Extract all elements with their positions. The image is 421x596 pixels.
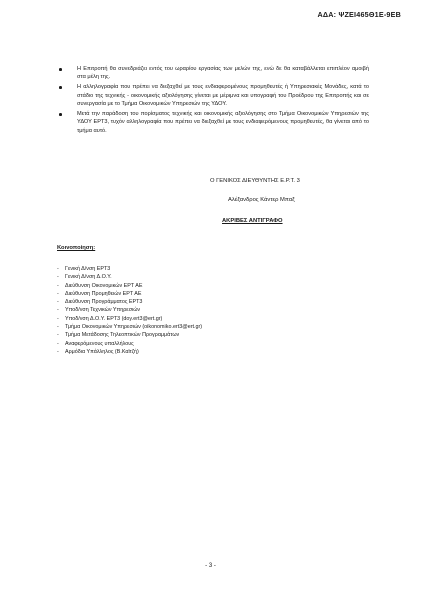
dash-icon: -	[57, 348, 59, 355]
cc-item	[57, 265, 202, 273]
bullet-text: Η αλληλογραφία που πρέπει να διεξαχθεί με τους ενδιαφερομένους προμηθευτές ή Υπηρεσιακές Μονάδες, κατά το στάδιο της τεχνικής - οικονομικής αξιολόγησης γίνεται με μέριμνα και υπογραφή του Προέδρου της Επιτροπής και σε συνεργασία με το Τμήμα Οικονομικών Υπηρεσιών της ΥΔΟΥ.	[77, 84, 369, 108]
dash-icon: -	[57, 315, 59, 322]
cc-item	[57, 315, 202, 323]
dash-icon: -	[57, 299, 59, 306]
dash-icon: -	[57, 274, 59, 281]
cc-item-text: Τμήμα Μετάδοσης Τηλεοπτικών Προγραμμάτων	[65, 332, 180, 339]
cc-item-text: Τμήμα Οικονομικών Υπηρεσιών (oikonomiko.ert3@ert.gr)	[65, 324, 203, 331]
cc-item-text: Διεύθυνση Προμηθειών ΕΡΤ ΑΕ	[65, 290, 142, 297]
bullet-text: Μετά την παράδοση του πορίσματος τεχνικής και οικονομικής αξιολόγησης στο Τμήμα Οικονομικών Υπηρεσιών της ΥΔΟΥ ΕΡΤ3, τυχόν αλληλογραφία που πρέπει να διεξαχθεί με τους ενδιαφερόμενους προμηθευτές, θα γίνεται από το τμήμα αυτό.	[77, 111, 369, 134]
cc-item-text: Διεύθυνση Οικονομικών ΕΡΤ ΑΕ	[65, 282, 143, 289]
dash-icon: -	[57, 282, 59, 289]
ada-code: ΑΔΑ: ΨΖΕΙ465Θ1Ε-9ΕΒ	[317, 10, 401, 19]
cc-item	[57, 290, 202, 298]
cc-item	[57, 298, 202, 306]
dash-icon: -	[57, 324, 59, 331]
cc-item-text: Γενική Δ/νση ΕΡΤ3	[65, 266, 111, 272]
page-number: - 3 -	[205, 563, 216, 569]
cc-list	[57, 265, 202, 356]
dash-icon: -	[57, 332, 59, 339]
decision-bullet-list	[57, 65, 369, 137]
dash-icon: -	[57, 266, 59, 272]
cc-item-text: Αναφερόμενους υπαλλήλους	[65, 340, 134, 347]
bullet-item	[57, 110, 369, 135]
bullet-item	[57, 83, 369, 108]
cc-item	[57, 273, 202, 281]
cc-heading: Κοινοποίηση:	[57, 245, 96, 251]
cc-item-text: Υποδ/νση Δ.Ο.Υ. ΕΡΤ3 (doy.ert3@ert.gr)	[65, 315, 163, 322]
signatory-role: Ο ΓΕΝΙΚΟΣ ΔΙΕΥΘΥΝΤΗΣ Ε.Ρ.Τ. 3	[210, 178, 300, 184]
cc-item-text: Αρμόδια Υπάλληλος (Β.Καϊτζή)	[65, 348, 139, 355]
cc-item-text: Διεύθυνση Προγράμματος ΕΡΤ3	[65, 299, 143, 306]
bullet-dot-icon	[59, 68, 62, 71]
signatory-name: Αλέξανδρος Κάντερ Μπαξ	[228, 197, 295, 203]
cc-item-text: Γενική Δ/νση Δ.Ο.Υ.	[65, 274, 112, 281]
cc-item	[57, 306, 202, 314]
bullet-dot-icon	[59, 113, 62, 116]
bullet-text: Η Επιτροπή θα συνεδριάζει εντός του ωραρίου εργασίας των μελών της, ενώ δε θα καταβάλλεται επιπλέον αμοιβή στα μέλη της.	[77, 66, 369, 81]
bullet-dot-icon	[59, 86, 62, 89]
dash-icon: -	[57, 340, 59, 347]
cc-item	[57, 348, 202, 356]
cc-item-text: Υποδ/νση Τεχνικών Υπηρεσιών	[65, 307, 141, 314]
dash-icon: -	[57, 307, 59, 314]
dash-icon: -	[57, 290, 59, 297]
certified-copy-label: ΑΚΡΙΒΕΣ ΑΝΤΙΓΡΑΦΟ	[222, 218, 283, 224]
cc-item	[57, 282, 202, 290]
cc-item	[57, 340, 202, 348]
cc-item	[57, 323, 202, 331]
bullet-item	[57, 65, 369, 82]
cc-item	[57, 331, 202, 339]
